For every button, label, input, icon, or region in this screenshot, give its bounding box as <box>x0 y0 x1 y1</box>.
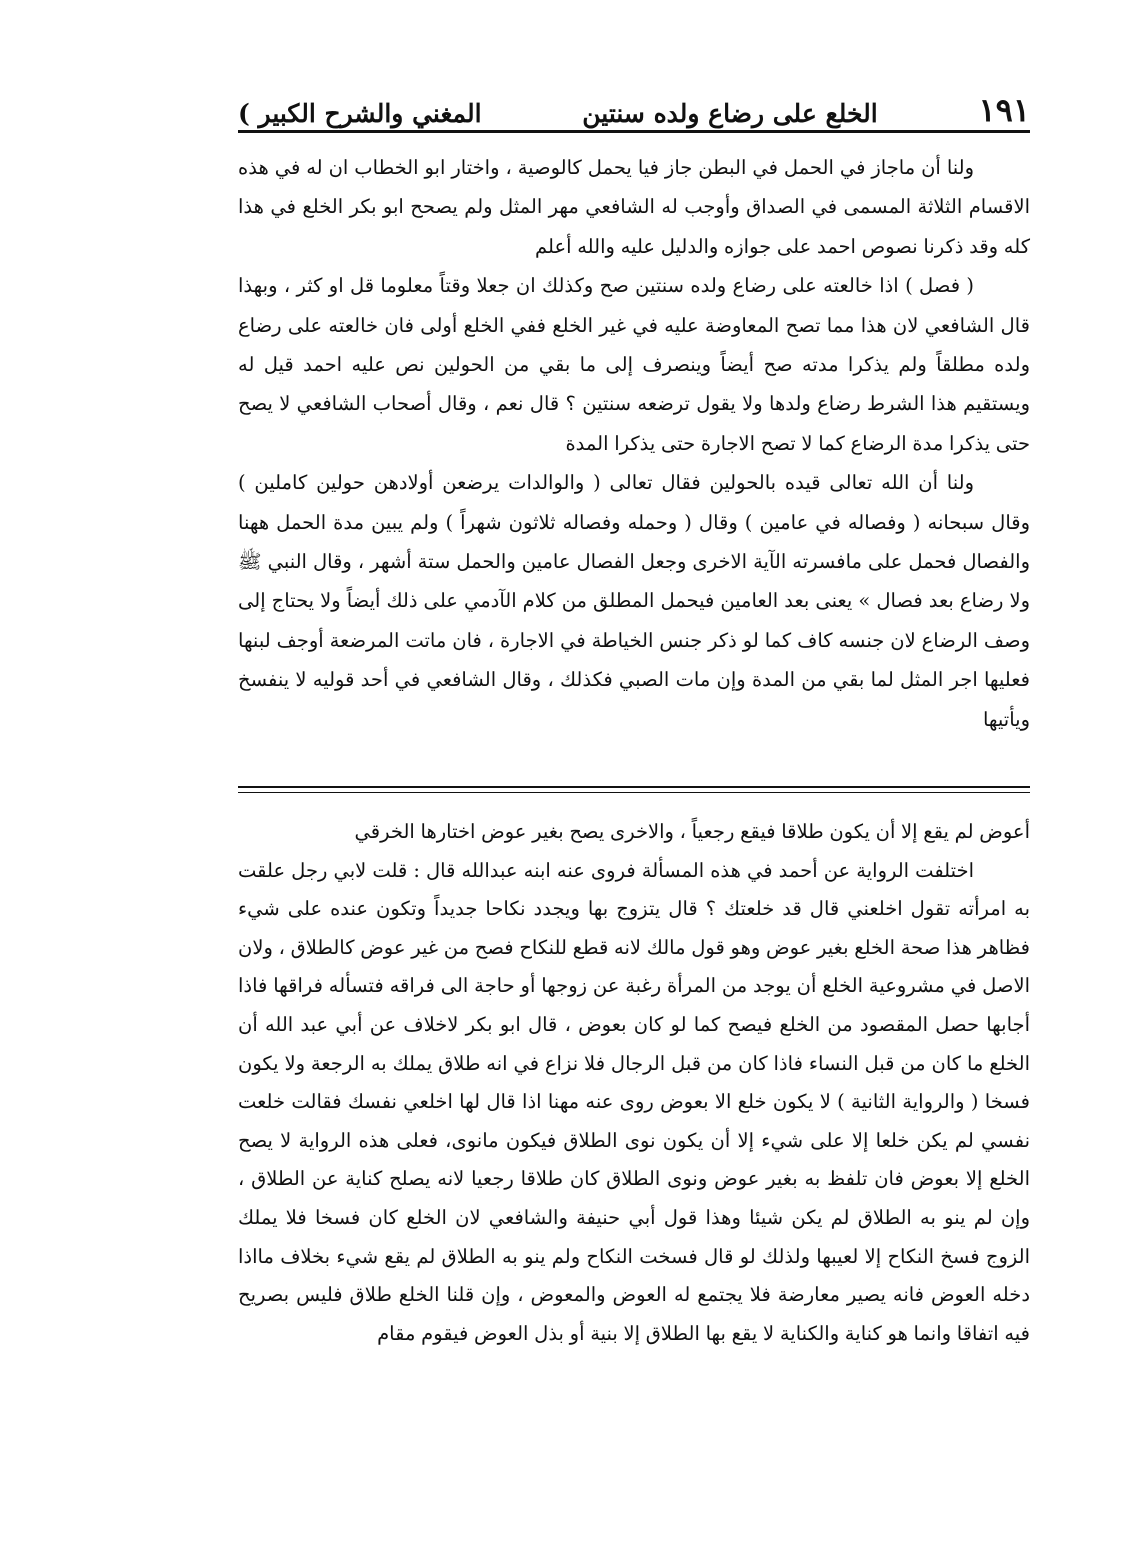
running-head-book-title: المغني والشرح الكبير ) <box>238 99 482 128</box>
running-head-section-title: الخلع على رضاع ولده سنتين <box>582 99 878 128</box>
main-text <box>238 148 1030 739</box>
page-header <box>238 82 1030 129</box>
header-rule <box>238 130 1030 133</box>
commentary-text <box>238 813 1030 1353</box>
main-paragraph: ولنا أن الله تعالى قيده بالحولين فقال تعالى ( والوالدات يرضعن أولادهن حولين كاملين ) وقال سبحانه ( وفصاله في عامين ) وقال ( وحمله وفصاله ثلاثون شهراً ) ولم يبين مدة الحمل ههنا والفصال فحمل على مافسرته الآية الاخرى وجعل الفصال عامين والحمل ستة أشهر ، وقال النبي ﷺ ولا رضاع بعد فصال » يعنى بعد العامين فيحمل المطلق من كلام الآدمي على ذلك أيضاً ولا يحتاج إلى وصف الرضاع لان جنسه كاف كما لو ذكر جنس الخياطة في الاجارة ، فان ماتت المرضعة أوجف لبنها فعليها اجر المثل لما بقي من المدة وإن مات الصبي فكذلك ، وقال الشافعي في أحد قوليه لا ينفسخ ويأتيها <box>238 471 1030 731</box>
page-number: ١٩١ <box>978 91 1030 129</box>
commentary-paragraph: أعوض لم يقع إلا أن يكون طلاقا فيقع رجعياً ، والاخرى يصح بغير عوض اختارها الخرقي <box>354 820 1030 843</box>
section-divider <box>238 786 1030 788</box>
commentary-paragraph: اختلفت الرواية عن أحمد في هذه المسألة فروى عنه ابنه عبدالله قال : قلت لابي رجل علقت به امرأته تقول اخلعني قال قد خلعتك ؟ قال يتزوج بها ويجدد نكاحا جديداً وتكون عنده على شيء فظاهر هذا صحة الخلع بغير عوض وهو قول مالك لانه قطع للنكاح فصح من غير عوض كالطلاق ، ولان الاصل في مشروعية الخلع أن يوجد من المرأة رغبة عن زوجها أو حاجة الى فراقه فتسأله فراقها فاذا أجابها حصل المقصود من الخلع فيصح كما لو كان بعوض ، قال ابو بكر لاخلاف عن أبي عبد الله أن الخلع ما كان من قبل النساء فاذا كان من قبل الرجال فلا نزاع في انه طلاق يملك به الرجعة ولا يكون فسخا ( والرواية الثانية ) لا يكون خلع الا بعوض روى عنه مهنا اذا قال لها اخلعي نفسك فقالت خلعت نفسي لم يكن خلعا إلا على شيء إلا أن يكون نوى الطلاق فيكون مانوى، فعلى هذه الرواية لا يصح الخلع إلا بعوض فان تلفظ به بغير عوض ونوى الطلاق كان طلاقا رجعيا لانه يصلح كناية عن الطلاق ، وإن لم ينو به الطلاق لم يكن شيئا وهذا قول أبي حنيفة والشافعي لان الخلع كان فسخا فلا يملك الزوج فسخ النكاح إلا لعيبها ولذلك لو قال فسخت النكاح ولم ينو به الطلاق لم يقع شيء بخلاف مااذا دخله العوض فانه يصير معارضة فلا يجتمع له العوض والمعوض ، وإن قلنا الخلع طلاق فليس بصريح فيه اتفاقا وانما هو كناية والكناية لا يقع بها الطلاق إلا بنية أو بذل العوض فيقوم مقام <box>238 858 1030 1345</box>
section-divider-thin <box>238 792 1030 793</box>
main-paragraph: ولنا أن ماجاز في الحمل في البطن جاز فيا يحمل كالوصية ، واختار ابو الخطاب ان له في هذه الاقسام الثلاثة المسمى في الصداق وأوجب له الشافعي مهر المثل ولم يصحح ابو بكر الخلع في هذا كله وقد ذكرنا نصوص احمد على جوازه والدليل عليه والله أعلم <box>238 156 1030 258</box>
main-paragraph: ( فصل ) اذا خالعته على رضاع ولده سنتين صح وكذلك ان جعلا وقتاً معلوما قل او كثر ، وبهذا قال الشافعي لان هذا مما تصح المعاوضة عليه في غير الخلع ففي الخلع أولى فان خالعته على رضاع ولده مطلقاً ولم يذكرا مدته صح أيضاً وينصرف إلى ما بقي من الحولين نص عليه احمد قيل له ويستقيم هذا الشرط رضاع ولدها ولا يقول ترضعه سنتين ؟ قال نعم ، وقال أصحاب الشافعي لا يصح حتى يذكرا مدة الرضاع كما لا تصح الاجارة حتى يذكرا المدة <box>238 274 1030 455</box>
